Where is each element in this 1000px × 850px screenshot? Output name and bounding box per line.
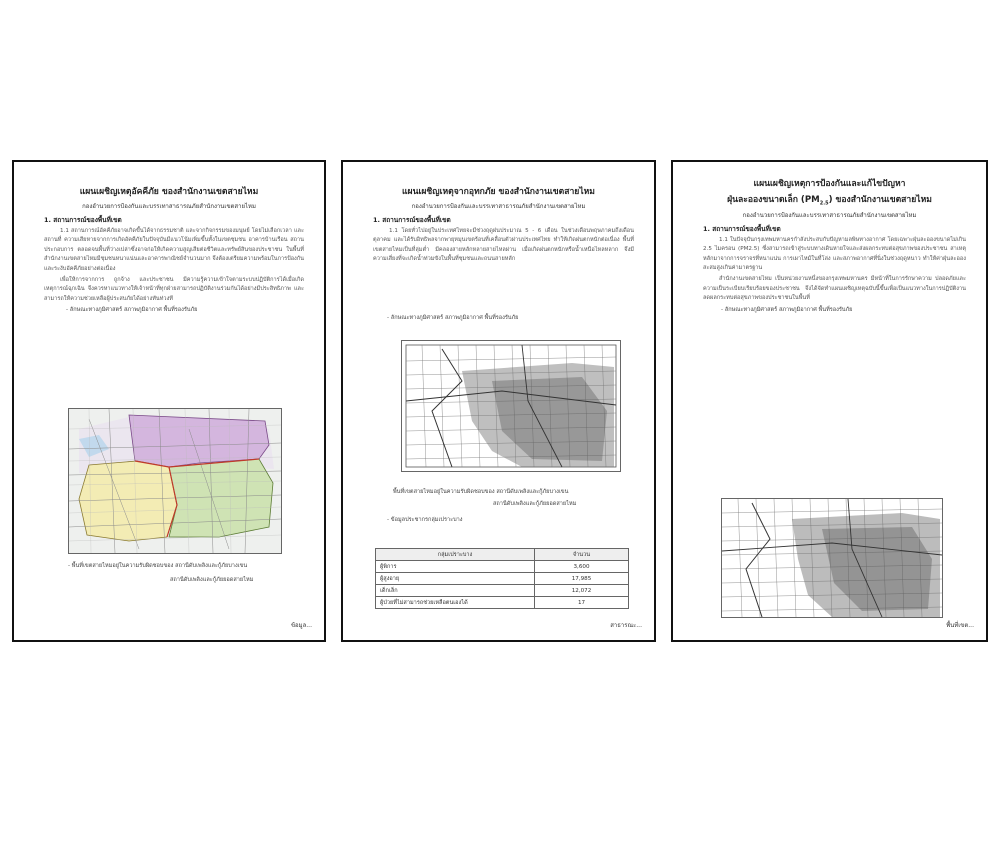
document-page-pm25: [671, 160, 988, 642]
table-cell: 12,072: [535, 585, 629, 597]
next-page-link[interactable]: ข้อมูล...: [290, 622, 312, 629]
table-label: - ข้อมูลประชากรกลุ่มเปราะบาง: [387, 517, 463, 523]
map-caption: สถานีดับเพลิงและกู้ภัยยอดสายไหม: [493, 501, 577, 507]
map-caption: พื้นที่เขตสายไหมอยู่ในความรับผิดชอบของ สถานีดับเพลิงและกู้ภัยบางเขน: [393, 489, 569, 495]
table-row: [376, 561, 629, 573]
body-paragraph: สำนักงานเขตสายไหม เป็นหน่วยงานหนึ่งของกรุงเทพมหานคร มีหน้าที่ในการรักษาความ ปลอดภัยและความเป็นระเบียบเรียบร้อยของประชาชน จึงได้จัดทำแผนเผชิญเหตุฉบับนี้ขึ้นเพื่อเป็นแนวทางในการปฏิบัติงาน ลดผลกระทบต่อสุขภาพของประชาชนในพื้นที่: [703, 276, 966, 302]
vulnerable-population-table: [375, 548, 629, 609]
page-title-line2: ฝุ่นละอองขนาดเล็ก $(PM_{2.5})$ ของสำนักงานเขตสายไหม: [727, 195, 932, 207]
map-label: - ลักษณะทางภูมิศาสตร์ สภาพภูมิอากาศ พื้นที่รองรับภัย: [387, 315, 519, 321]
page-title: แผนเผชิญเหตุการป้องกันและแก้ไขปัญหา: [753, 179, 906, 189]
pm25-map: [721, 498, 943, 618]
table-cell: เด็กเล็ก: [376, 585, 535, 597]
body-paragraph: เพื่อให้การจากการ ถูกจ้าง และประชาชน มีความรู้ความเข้าใจตามระบบปฏิบัติการได้เมื่อเกิดเหตุการณ์ฉุกเฉิน จึงควรหาแนวทางให้เจ้าหน้าที่ทุกฝ่ายสามารถปฏิบัติงานร่วมกันได้อย่างมีประสิทธิภาพ และสามารถให้ความช่วยเหลือผู้ประสบภัยได้อย่างทันท่วงที: [44, 277, 304, 302]
table-header-cell: กลุ่มเปราะบาง: [376, 549, 535, 561]
body-paragraph: 1.1 ในปัจจุบันกรุงเทพมหานครกำลังประสบกับปัญหามลพิษทางอากาศ โดยเฉพาะฝุ่นละอองขนาดไม่เกิน 2.5 ไมครอน (PM2.5) ซึ่งสามารถเข้าสู่ระบบทางเดินหายใจและส่งผลกระทบต่อสุขภาพของประชาชน สาเหตุหลักมาจากการจราจรที่หนาแน่น การเผาไหม้ในที่โล่ง และสภาพอากาศที่นิ่งในช่วงฤดูหนาว ทำให้ค่าฝุ่นละอองสะสมสูงเกินค่ามาตรฐาน: [703, 236, 966, 271]
table-header-cell: จำนวน: [535, 549, 629, 561]
page-title: แผนเผชิญเหตุจากอุทกภัย ของสำนักงานเขตสายไหม: [402, 187, 595, 197]
table-cell: 3,600: [535, 561, 629, 573]
next-page-link[interactable]: สาธารณะ...: [610, 622, 642, 629]
document-page-fire: [12, 160, 326, 642]
map-caption: - พื้นที่เขตสายไหมอยู่ในความรับผิดชอบของ สถานีดับเพลิงและกู้ภัยบางเขน: [68, 563, 248, 569]
table-cell: 17,985: [535, 573, 629, 585]
next-page-link[interactable]: พื้นที่เขต...: [946, 622, 974, 629]
table-header-row: [376, 549, 629, 561]
table-cell: 17: [535, 597, 629, 609]
district-map-zones: [68, 408, 282, 554]
section-heading: 1. สถานการณ์ของพื้นที่เขต: [373, 216, 451, 224]
body-paragraph: 1.1 โดยทั่วไปอยู่ในประเทศไทยจะมีช่วงฤดูฝนประมาณ 5 - 6 เดือน ในช่วงเดือนพฤษภาคมถึงเดือนตุลาคม และได้รับอิทธิพลจากพายุหมุนเขตร้อนที่เคลื่อนตัวผ่านประเทศไทย ทำให้เกิดฝนตกหนักต่อเนื่อง พื้นที่เขตสายไหมเป็นที่ลุ่มต่ำ มีคลองสายหลักหลายสายไหลผ่าน เมื่อเกิดฝนตกหนักหรือน้ำเหนือไหลหลาก จึงมีความเสี่ยงที่จะเกิดน้ำท่วมขังในพื้นที่ชุมชนและถนนสายหลัก: [373, 228, 634, 263]
table-row: [376, 597, 629, 609]
body-paragraph: 1.1 สถานการณ์อัคคีภัยอาจเกิดขึ้นได้จากธรรมชาติ และจากกิจกรรมของมนุษย์ โดยไม่เลือกเวลา และสถานที่ ความเสียหายจากการเกิดอัคคีภัยในปัจจุบันมีแนวโน้มเพิ่มขึ้นทั้งในเขตชุมชน อาคารบ้านเรือน สถานประกอบการ ตลอดจนพื้นที่ว่างเปล่าซึ่งอาจก่อให้เกิดความสูญเสียต่อชีวิตและทรัพย์สินของประชาชน ในพื้นที่สำนักงานเขตสายไหมมีชุมชนหนาแน่นและอาคารพาณิชย์จำนวนมาก จึงต้องเตรียมความพร้อมในการป้องกันและระงับอัคคีภัยอย่างต่อเนื่อง: [44, 228, 304, 272]
table-cell: ผู้ป่วยที่ไม่สามารถช่วยเหลือตนเองได้: [376, 597, 535, 609]
page-subtitle: กองอำนวยการป้องกันและบรรเทาสาธารณภัยสำนักงานเขตสายไหม: [411, 203, 586, 210]
flood-map: [401, 340, 621, 472]
document-page-flood: [341, 160, 656, 642]
table-cell: ผู้สูงอายุ: [376, 573, 535, 585]
page-subtitle: กองอำนวยการป้องกันและบรรเทาสาธารณภัยสำนักงานเขตสายไหม: [742, 211, 917, 219]
table-row: [376, 573, 629, 585]
section-heading: 1. สถานการณ์ของพื้นที่เขต: [44, 216, 122, 224]
page-subtitle: กองอำนวยการป้องกันและบรรเทาสาธารณภัยสำนักงานเขตสายไหม: [82, 203, 256, 210]
page-title: แผนเผชิญเหตุอัคคีภัย ของสำนักงานเขตสายไหม: [79, 187, 259, 197]
map-label: - ลักษณะทางภูมิศาสตร์ สภาพภูมิอากาศ พื้นที่รองรับภัย: [721, 306, 853, 313]
map-caption: สถานีดับเพลิงและกู้ภัยยอดสายไหม: [170, 577, 254, 583]
table-cell: ผู้พิการ: [376, 561, 535, 573]
table-row: [376, 585, 629, 597]
section-heading: 1. สถานการณ์ของพื้นที่เขต: [703, 224, 781, 233]
map-label: - ลักษณะทางภูมิศาสตร์ สภาพภูมิอากาศ พื้นที่รองรับภัย: [66, 307, 198, 314]
